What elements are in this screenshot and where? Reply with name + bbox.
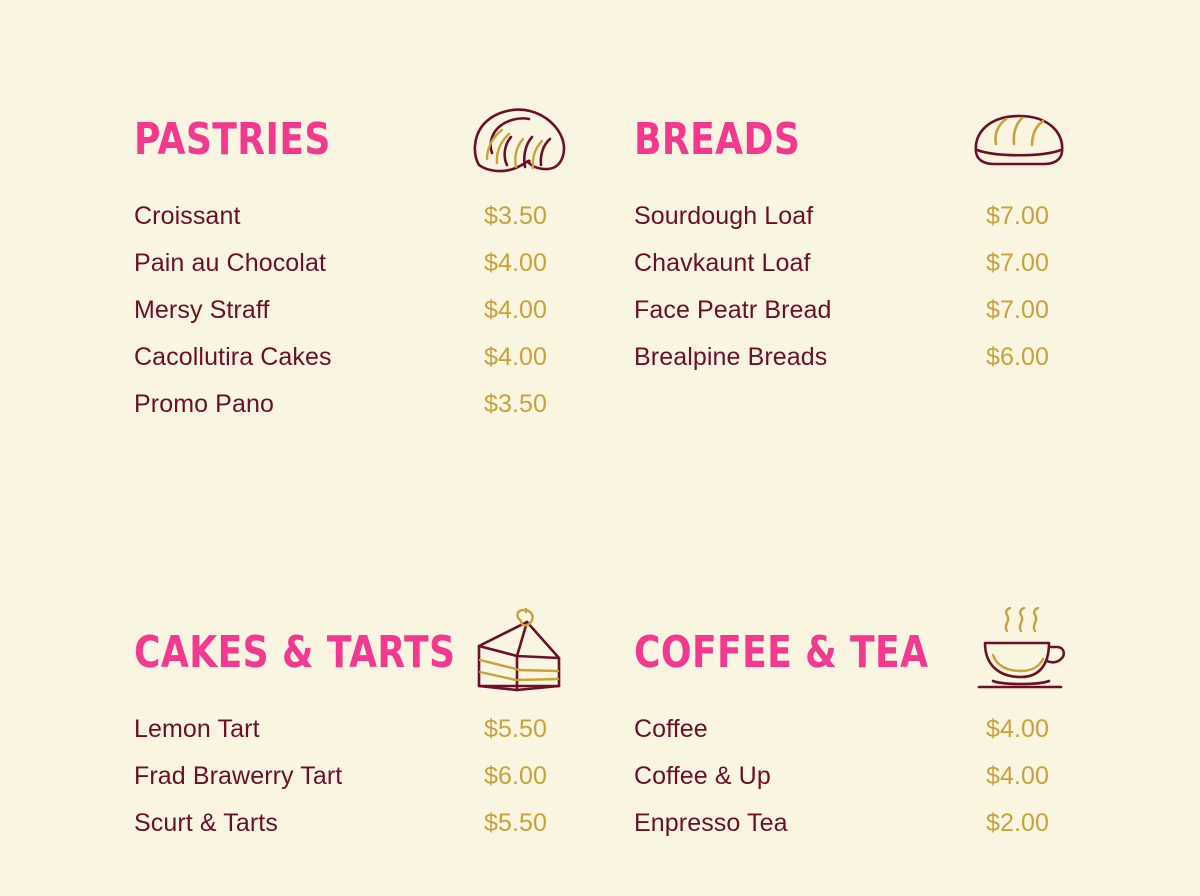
- item-name: Mersy Straff: [134, 296, 270, 324]
- item-price: $4.00: [484, 249, 548, 277]
- menu-item: [134, 715, 574, 762]
- menu-item: [134, 809, 574, 856]
- item-price: $5.50: [484, 809, 548, 837]
- item-name: Coffee: [634, 715, 708, 743]
- item-name: Sourdough Loaf: [634, 202, 814, 230]
- menu-item: [134, 202, 574, 249]
- section-title-pastries: PASTRIES: [134, 114, 331, 165]
- menu-item: [134, 390, 574, 437]
- item-name: Coffee & Up: [634, 762, 771, 790]
- item-list-breads: [634, 202, 1074, 390]
- menu-sections-grid: [134, 92, 1074, 856]
- item-price: $5.50: [484, 715, 548, 743]
- menu-item: [134, 343, 574, 390]
- item-price: $7.00: [986, 249, 1050, 277]
- menu-item: [634, 762, 1074, 809]
- section-header-pastries: [134, 92, 574, 188]
- section-header-breads: [634, 92, 1074, 188]
- bread-loaf-icon: [964, 94, 1074, 186]
- item-list-coffee-and-tea: [634, 715, 1074, 856]
- item-name: Lemon Tart: [134, 715, 260, 743]
- item-price: $4.00: [484, 296, 548, 324]
- menu-item: [634, 249, 1074, 296]
- item-price: $7.00: [986, 202, 1050, 230]
- item-price: $6.00: [484, 762, 548, 790]
- menu-item: [634, 809, 1074, 856]
- section-title-cakes-and-tarts: CAKES & TARTS: [134, 627, 456, 678]
- section-header-coffee-and-tea: [634, 605, 1074, 701]
- item-price: $4.00: [986, 762, 1050, 790]
- item-price: $7.00: [986, 296, 1050, 324]
- menu-item: [134, 296, 574, 343]
- menu-section-breads: [634, 92, 1074, 437]
- item-price: $2.00: [986, 809, 1050, 837]
- menu-item: [134, 249, 574, 296]
- menu-item: [634, 296, 1074, 343]
- section-header-cakes-and-tarts: [134, 605, 574, 701]
- item-name: Face Peatr Bread: [634, 296, 832, 324]
- item-name: Pain au Chocolat: [134, 249, 327, 277]
- menu-item: [634, 202, 1074, 249]
- menu-section-cakes-and-tarts: [134, 605, 574, 856]
- item-name: Cacollutira Cakes: [134, 343, 332, 371]
- item-name: Scurt & Tarts: [134, 809, 278, 837]
- section-title-coffee-and-tea: COFFEE & TEA: [634, 627, 929, 678]
- item-list-pastries: [134, 202, 574, 437]
- item-name: Promo Pano: [134, 390, 274, 418]
- item-price: $3.50: [484, 390, 548, 418]
- item-price: $3.50: [484, 202, 548, 230]
- item-name: Enpresso Tea: [634, 809, 788, 837]
- coffee-cup-icon: [964, 607, 1074, 699]
- item-name: Croissant: [134, 202, 241, 230]
- item-name: Frad Brawerry Tart: [134, 762, 343, 790]
- item-name: Brealpine Breads: [634, 343, 828, 371]
- item-price: $6.00: [986, 343, 1050, 371]
- menu-section-pastries: [134, 92, 574, 437]
- item-list-cakes-and-tarts: [134, 715, 574, 856]
- menu-item: [634, 715, 1074, 762]
- menu-section-coffee-and-tea: [634, 605, 1074, 856]
- croissant-icon: [464, 94, 574, 186]
- item-price: $4.00: [986, 715, 1050, 743]
- menu-item: [134, 762, 574, 809]
- item-name: Chavkaunt Loaf: [634, 249, 811, 277]
- item-price: $4.00: [484, 343, 548, 371]
- cake-slice-icon: [464, 607, 574, 699]
- section-title-breads: BREADS: [634, 114, 801, 165]
- menu-item: [634, 343, 1074, 390]
